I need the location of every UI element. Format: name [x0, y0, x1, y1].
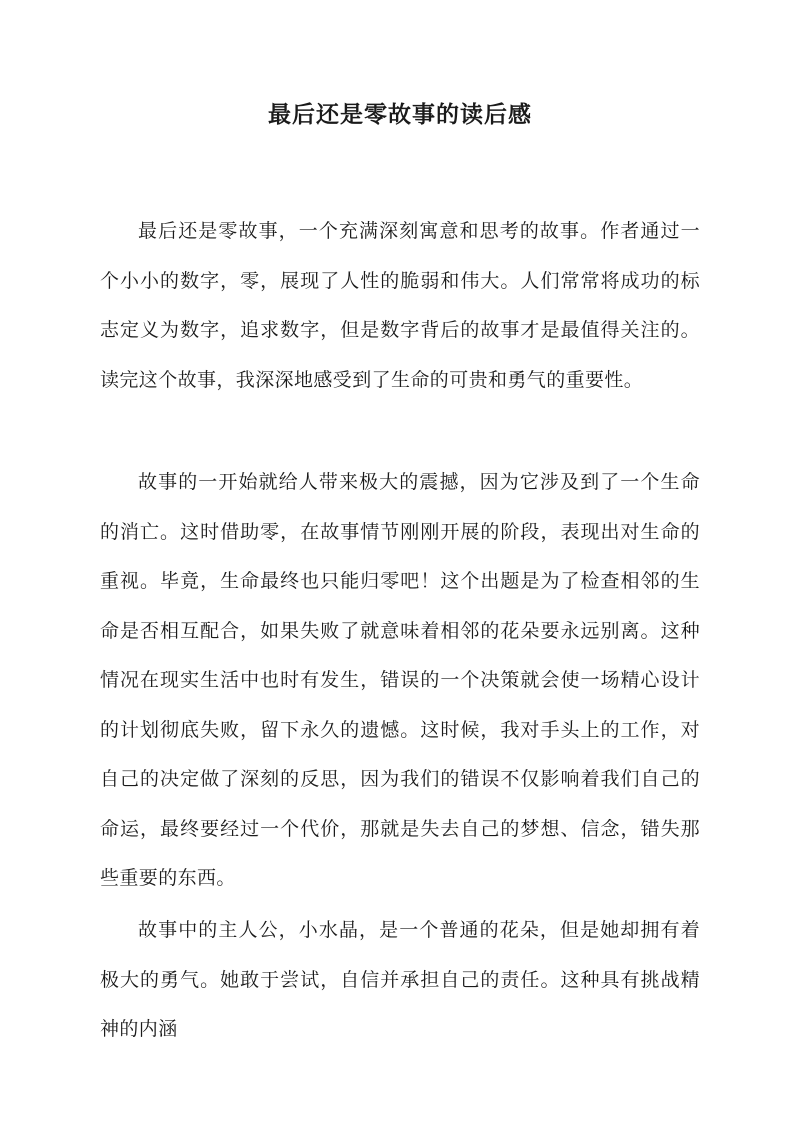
paragraph-1: 最后还是零故事，一个充满深刻寓意和思考的故事。作者通过一个小小的数字，零，展现了人性的脆弱和伟大。人们常常将成功的标志定义为数字，追求数字，但是数字背后的故事才是最值得关注的。读完这个故事，我深深地感受到了生命的可贵和勇气的重要性。 — [100, 220, 700, 391]
paragraph-3: 故事中的主人公，小水晶，是一个普通的花朵，但是她却拥有着极大的勇气。她敢于尝试，自信并承担自己的责任。这种具有挑战精神的内涵 — [100, 919, 700, 1040]
document-title: 最后还是零故事的读后感 — [268, 101, 532, 128]
paragraph-2: 故事的一开始就给人带来极大的震撼，因为它涉及到了一个生命的消亡。这时借助零，在故事情节刚刚开展的阶段，表现出对生命的重视。毕竟，生命最终也只能归零吧！这个出题是为了检查相邻的生命是否相互配合，如果失败了就意味着相邻的花朵要永远别离。这种情况在现实生活中也时有发生，错误的一个决策就会使一场精心设计的计划彻底失败，留下永久的遗憾。这时候，我对手头上的工作，对自己的决定做了深刻的反思，因为我们的错误不仅影响着我们自己的命运，最终要经过一个代价，那就是失去自己的梦想、信念，错失那些重要的东西。 — [100, 471, 700, 889]
